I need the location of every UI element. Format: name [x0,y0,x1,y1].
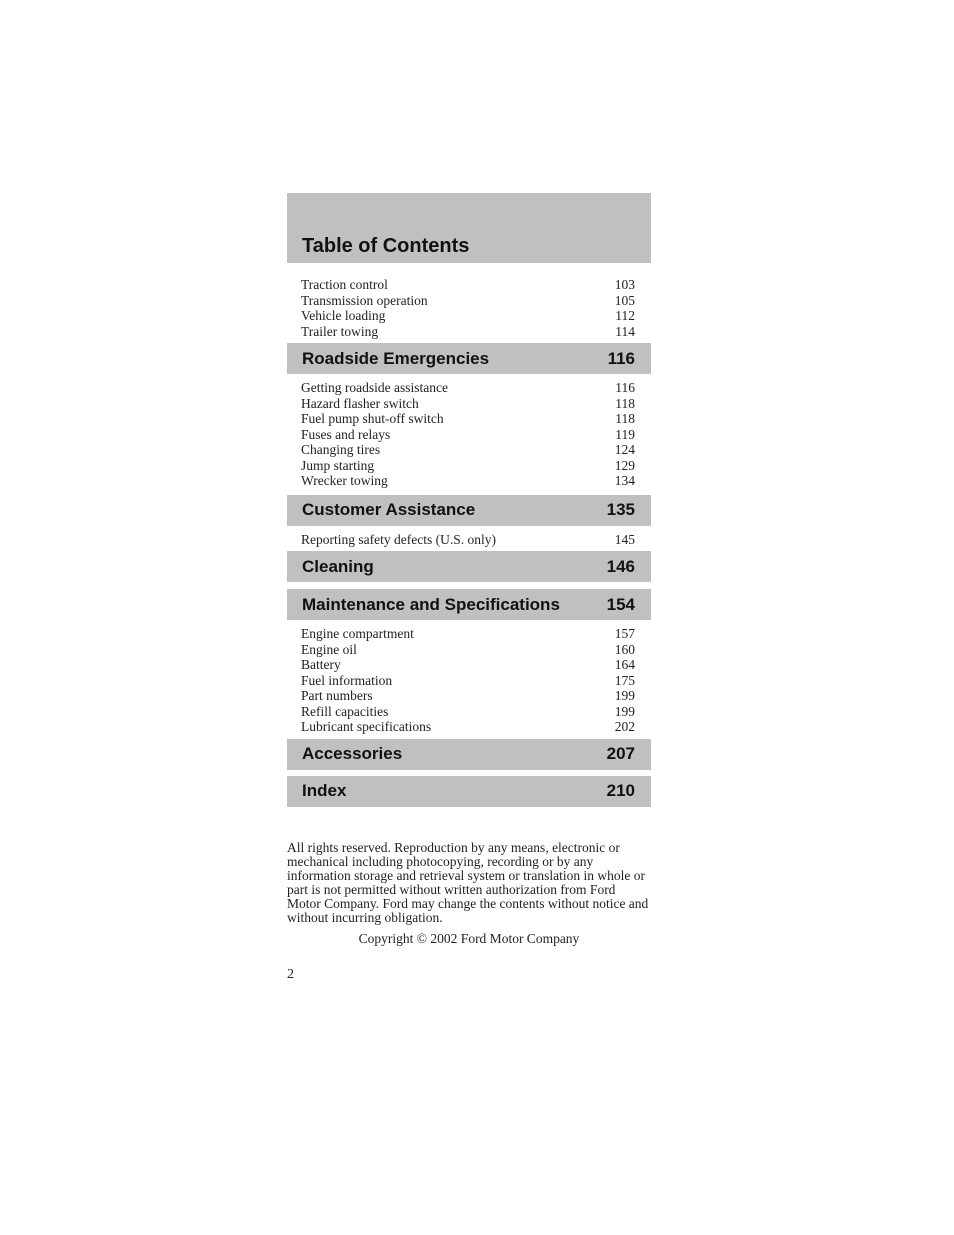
section-page: 116 [607,348,635,368]
entry-page: 199 [614,688,635,703]
entry-label: Jump starting [301,457,375,473]
entry-label: Getting roadside assistance [301,380,448,395]
section-title: Customer Assistance [302,500,476,519]
section-maintenance-and-specifications[interactable] [287,589,651,620]
top-entry-list [287,263,651,343]
entry-page: 116 [615,380,635,395]
entry-page: 202 [614,719,635,734]
entry-page: 129 [614,457,635,473]
toc-entry[interactable] [301,688,635,704]
section-page: 146 [606,556,635,576]
entry-label: Vehicle loading [301,308,386,323]
entry-page: 118 [615,395,635,411]
entry-label: Transmission operation [301,292,428,308]
roadside-entry-list [287,374,651,495]
toc-entry[interactable] [301,324,635,340]
copyright-line: Copyright © 2002 Ford Motor Company [358,930,580,946]
toc-entry[interactable] [301,293,635,309]
section-index[interactable] [287,776,651,807]
toc-entry[interactable] [301,380,635,396]
toc-entry[interactable] [301,673,635,689]
toc-entry[interactable] [301,458,635,474]
entry-page: 164 [614,657,635,672]
section-customer-assistance[interactable] [287,495,651,526]
entry-page: 105 [614,292,635,308]
section-page: 135 [606,500,635,519]
section-accessories[interactable] [287,739,651,770]
toc-entry[interactable] [301,396,635,412]
entry-page: 118 [615,411,635,426]
entry-label: Traction control [301,277,388,292]
entry-label: Part numbers [301,688,373,703]
toc-entry[interactable] [301,532,635,548]
entry-page: 114 [615,323,635,339]
entry-page: 134 [614,473,635,488]
section-title: Accessories [302,744,403,763]
section-roadside-emergencies[interactable] [287,343,651,374]
entry-page: 199 [614,703,635,719]
section-title: Index [302,781,347,800]
section-cleaning[interactable] [287,551,651,582]
entry-label: Trailer towing [301,323,379,339]
entry-label: Fuses and relays [301,426,391,442]
entry-label: Lubricant specifications [301,719,432,734]
entry-label: Fuel pump shut-off switch [301,411,444,426]
toc-header [287,193,651,263]
toc-entry[interactable] [301,442,635,458]
entry-page: 124 [614,442,635,457]
section-title: Maintenance and Specifications [302,594,560,614]
toc-entry[interactable] [301,308,635,324]
entry-page: 157 [614,626,635,641]
toc-entry[interactable] [301,657,635,673]
entry-label: Battery [301,657,341,672]
toc-entry[interactable] [301,411,635,427]
section-page: 207 [606,744,635,763]
entry-page: 145 [614,531,635,547]
toc-entry[interactable] [301,473,635,489]
entry-label: Engine compartment [301,626,414,641]
maintenance-entry-list [287,620,651,739]
toc-entry[interactable] [301,719,635,735]
section-page: 154 [606,594,635,614]
entry-label: Reporting safety defects (U.S. only) [301,531,496,547]
toc-title: Table of Contents [302,235,470,257]
entry-page: 175 [614,672,635,688]
toc-entry[interactable] [301,427,635,443]
section-title: Roadside Emergencies [302,348,490,368]
entry-label: Fuel information [301,672,393,688]
legal-notice: All rights reserved. Reproduction by any means, electronic or mechanical including photocopying, recording or by any information storage and retrieval system or translation in whole or part is not permitted without written authorization from Ford Motor Company. Ford may change the contents without notice and without incurring obligation. [287,839,649,925]
entry-page: 112 [615,308,635,323]
entry-label: Engine oil [301,641,357,657]
entry-page: 160 [614,641,635,657]
section-spacer [287,582,651,589]
customer-assistance-entry-list [287,526,651,552]
entry-page: 103 [614,277,635,292]
entry-label: Wrecker towing [301,473,388,488]
entry-label: Changing tires [301,442,381,457]
toc-entry[interactable] [301,626,635,642]
entry-label: Refill capacities [301,703,389,719]
entry-page: 119 [615,426,635,442]
page-number: 2 [287,966,294,982]
toc-entry[interactable] [301,704,635,720]
section-title: Cleaning [302,556,374,576]
section-page: 210 [606,781,635,800]
toc-page [287,193,651,983]
toc-entry[interactable] [301,642,635,658]
toc-entry[interactable] [301,277,635,293]
entry-label: Hazard flasher switch [301,395,419,411]
